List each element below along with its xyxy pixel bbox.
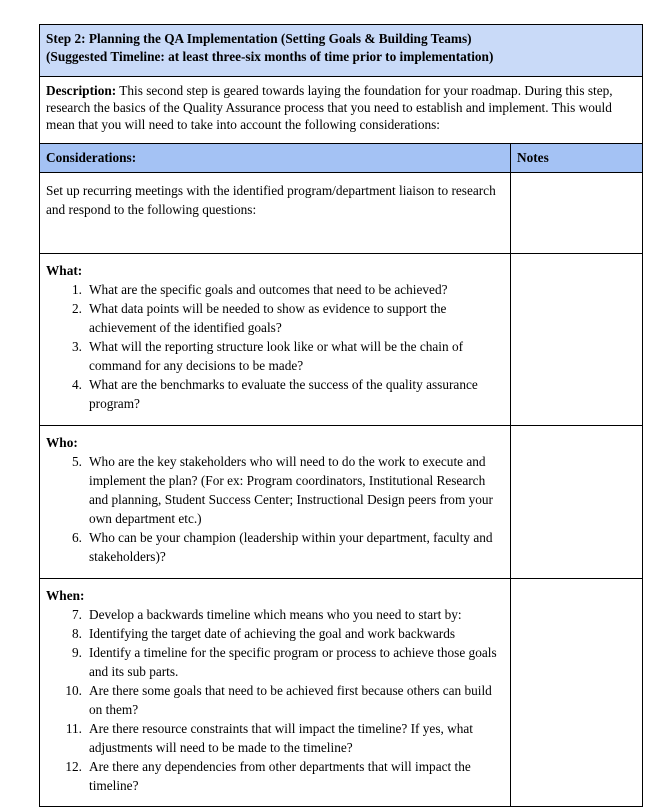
notes-cell-who[interactable] [511, 426, 643, 579]
item-number: 10. [65, 683, 82, 698]
item-text: Identifying the target date of achieving the goal and work backwards [89, 626, 456, 641]
list-item [46, 643, 504, 681]
what-heading: What: [46, 263, 83, 278]
what-row [40, 254, 643, 426]
item-number: 1. [72, 282, 82, 297]
item-text: Who are the key stakeholders who will need to do the work to execute and implement the plan? (For ex: Program coordinators, Institutional Research and planning, Student Success Center; Instructional Design peers from your own department etc.) [89, 454, 493, 526]
description-label: Description: [46, 83, 117, 98]
intro-cell: Set up recurring meetings with the identified program/department liaison to research and respond to the following questions: [40, 173, 511, 254]
item-number: 9. [72, 645, 82, 660]
list-item [46, 375, 504, 413]
item-text: What are the specific goals and outcomes that need to be achieved? [89, 282, 448, 297]
header-row [40, 144, 643, 173]
when-heading: When: [46, 588, 85, 603]
description-row [40, 77, 643, 144]
item-text: Are there some goals that need to be achieved first because others can build on them? [89, 683, 492, 717]
title-line-2: (Suggested Timeline: at least three-six months of time prior to implementation) [46, 49, 494, 64]
who-section [40, 426, 511, 579]
description-text: This second step is geared towards laying the foundation for your roadmap. During this step, research the basics of the Quality Assurance process that you need to establish and implement. This would mean that you will need to take into account the following considerations: [46, 83, 613, 132]
qa-step2-table [39, 24, 643, 807]
title-row [40, 25, 643, 77]
item-text: Identify a timeline for the specific program or process to achieve those goals and its sub parts. [89, 645, 497, 679]
item-number: 11. [65, 721, 82, 736]
title-line-1: Step 2: Planning the QA Implementation (Setting Goals & Building Teams) [46, 31, 472, 46]
item-text: What are the benchmarks to evaluate the success of the quality assurance program? [89, 377, 478, 411]
when-row [40, 579, 643, 807]
list-item [46, 624, 504, 643]
intro-row [40, 173, 643, 254]
list-item [46, 280, 504, 299]
considerations-header: Considerations: [40, 144, 511, 173]
notes-cell-what[interactable] [511, 254, 643, 426]
item-text: Who can be your champion (leadership within your department, faculty and stakeholders)? [89, 530, 493, 564]
list-item [46, 719, 504, 757]
who-row [40, 426, 643, 579]
list-item [46, 757, 504, 795]
when-list [46, 605, 504, 795]
notes-header: Notes [511, 144, 643, 173]
item-number: 4. [72, 377, 82, 392]
description-cell [40, 77, 643, 144]
who-list [46, 452, 504, 566]
item-number: 7. [72, 607, 82, 622]
list-item [46, 605, 504, 624]
list-item [46, 337, 504, 375]
item-text: Develop a backwards timeline which means who you need to start by: [89, 607, 462, 622]
what-list [46, 280, 504, 413]
title-cell [40, 25, 643, 77]
item-number: 3. [72, 339, 82, 354]
notes-cell-intro[interactable] [511, 173, 643, 254]
when-section [40, 579, 511, 807]
notes-cell-when[interactable] [511, 579, 643, 807]
who-heading: Who: [46, 435, 78, 450]
item-number: 8. [72, 626, 82, 641]
item-number: 6. [72, 530, 82, 545]
list-item [46, 299, 504, 337]
item-number: 12. [65, 759, 82, 774]
item-number: 5. [72, 454, 82, 469]
item-text: What will the reporting structure look like or what will be the chain of command for any decisions to be made? [89, 339, 464, 373]
list-item [46, 452, 504, 528]
list-item [46, 681, 504, 719]
list-item [46, 528, 504, 566]
what-section [40, 254, 511, 426]
item-text: Are there resource constraints that will impact the timeline? If yes, what adjustments will need to be made to the timeline? [89, 721, 473, 755]
item-text: What data points will be needed to show as evidence to support the achievement of the identified goals? [89, 301, 447, 335]
item-number: 2. [72, 301, 82, 316]
item-text: Are there any dependencies from other departments that will impact the timeline? [89, 759, 471, 793]
